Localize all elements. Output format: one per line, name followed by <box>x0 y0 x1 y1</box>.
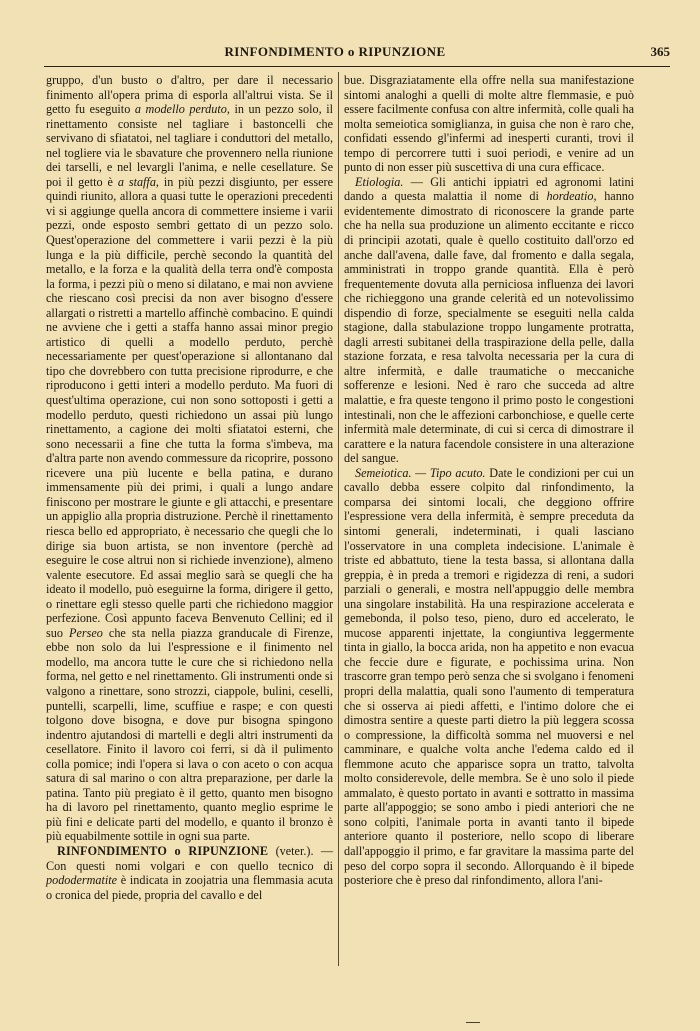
entry-headword: RINFONDIMENTO o RIPUNZIONE <box>57 843 269 858</box>
header-rule <box>44 66 670 67</box>
italic-term: Perseo <box>69 625 103 640</box>
paragraph-etiologia <box>344 175 634 466</box>
text-run: (veter.). — Con questi nomi volgari e con quello tecnico di <box>46 843 334 873</box>
page-end-mark <box>466 1022 480 1023</box>
paragraph-semeiotica <box>344 466 634 888</box>
italic-term: a modello perduto <box>134 102 227 117</box>
page-header <box>40 44 670 64</box>
italic-term: a staffa <box>117 174 156 189</box>
section-label: Etiologia. <box>355 174 404 189</box>
paragraph-rinettamento <box>46 73 333 844</box>
right-column <box>344 73 634 888</box>
text-run: gruppo, d'un busto o d'altro, per dare il necessario finimento all'opera prima di esporla all'altrui vista. Se il getto fu eseguito <box>46 73 333 117</box>
page-number: 365 <box>650 44 670 59</box>
text-run: Date le condizioni per cui un cavallo debba essere colpito dal rinfondimento, la comparsa dei sintomi locali, che deggiono offrire l'espressione vera della infermità, è sempre preceduta da sintomi generali, indeterminati, i quali lasciano l'osservatore in una completa indecisione. L'animale è triste ed abbattuto, tiene la testa bassa, si allontana dalla greppia, è in preda a tremori e rigidezza di reni, a sudori parziali o generali, e mostra nell'appuggio delle membra una singolare instabilità. Ha una respirazione accelerata e gemebonda, il polso teso, pieno, duro ed accelerato, le mucose apparenti injettate, la congiuntiva leggermente tinta in giallo, la bocca arida, non ha appetito e non evacua che feccie dure e figurate, e pochissima urina. Non trascorre gran tempo però senza che si svolgano i fenomeni propri della malattia, quali sono l'aumento di temperatura che si osserva ai piedi affetti, e l'intimo dolore che ei dimostra sentire a queste parti dietro la più leggera scossa o compressione, la difficoltà somma nel muoversi e nel camminare, e qualche volta anche l'edema caldo ed il flemmone acuto che apparisce sopra un tratto, talvolta molto considerevole, delle membra. Se è uno solo il piede ammalato, è questo portato in avanti e sottratto in massima parte all'appoggio; se sono ambo i piedi anteriori che ne sono colpiti, l'animale porta in avanti tanto il bipede anteriore quanto il posteriore, nello scopo di liberare dall'appoggio il primo, e far gravitare la massima parte del peso del corpo sopra il secondo. Allorquando è il bipede posteriore che è preso dal rinfondimento, allora l'ani- <box>344 465 635 888</box>
italic-term: hordeatio <box>546 189 594 204</box>
paragraph-intro <box>344 73 634 175</box>
section-label: Semeiotica. — Tipo acuto. <box>355 465 486 480</box>
text-run: , in più pezzi disgiunto, per essere quindi riunito, allora a quasi tutte le operazioni precedenti vi si aggiunge quella ancora di commettere insieme i varii pezzi, onde esposto sembri gettato di un pezzo solo. Quest'operazione del commettere i varii pezzi è la più lunga e la più difficile, perchè secondo la quantità del metallo, e la forza e la qualità della terra ond'è composta la forma, i pezzi più o meno si dilatano, e mai non avviene che riescano così precisi da non aver bisogno d'essere allargati o ristretti a martello affinchè combacino. E quindi ne avviene che i getti a staffa hanno assai minor pregio artistico di quelli a modello perduto, perchè necessariamente per quest'operazione si allontanano dal tipo che dovrebbero con tutta precisione riprodurre, e che riproducono i getti interi a modello perduto. Ma fuori di quest'ultima operazione, cui non sono sottoposti i getti a modello perduto, questi richiedono un assai più lungo rinettamento, a cagione dei molti sfiatatoi esterni, che sono necessarii a fine che tutta la forma s'imbeva, ma d'altra parte non avendo commessure da ricoprire, possono ricevere una più lucente e bella patina, e durano immensamente più dei primi, i quali a lungo andare finiscono per mostrare le giunte e gli attacchi, e presentare un appiglio alla propria distruzione. Perchè il rinettamento riesca bello ed appropriato, è necessario che quegli che lo dirige sia buon artista, se non inventore (perchè ad eseguire le cose altrui non si richiede invenzione), almeno valente esecutore. Ed assai meglio sarà se quegli che ha ideato il modello, può eseguirne la forma, dirigere il getto, o rinettare egli stesso quelle parti che richiedono maggior perfezione. Così appunto faceva Benvenuto Cellini; ed il suo <box>46 174 334 640</box>
left-column <box>46 73 333 902</box>
paragraph-entry-heading <box>46 844 333 902</box>
text-run: — Gli antichi ippiatri ed agronomi latini dando a questa malattia il nome di <box>344 174 634 204</box>
column-divider <box>338 72 339 966</box>
text-run: è indicata in zoojatria una flemmasia acuta o cronica del piede, propria del cavallo e del <box>46 873 334 902</box>
text-run: , in un pezzo solo, il rinettamento consiste nel tagliare i bastoncelli che servivano di sfiatatoi, nel tagliare i conduttori del metallo, nel togliere via le sbavature che provennero nella riunione dei tarselli, e nel levargli l'anima, e nelle cesellature. Se poi il getto è <box>46 102 334 189</box>
text-run: , hanno evidentemente dimostrato di riconoscere la grande parte che ha nella sua produzione un alimento eccitante e ricco di principii azotati, quale è quello costituito dall'orzo ed anche dall'avena, dalle fave, dal fromento e dalla segala, amministrati in troppo grande quantità. Ella è però frequentemente dovuta alla perniciosa influenza dei lavori che richieggono una grande celerità ed un notevolissimo dispendio di forze, specialmente se eseguiti nella calda stagione, dalla stabulazione troppo lungamente protratta, dagli arresti subitanei della traspirazione della pelle, dalla stazione forzata, e resa talvolta necessaria per la cura di altre infermità, e dalle traumatiche o meccaniche sofferenze e lesioni. Ned è raro che succeda ad altre malattie, e fra queste tengono il primo posto le congestioni intestinali, non che le affezioni carbonchiose, e quelle certe infermità male determinate, di cui si cerca di dimostrare il carattere e la natura facendole consistere in una alterazione del sangue. <box>344 189 634 466</box>
text-run: che sta nella piazza granducale di Firenze, ebbe non solo da lui l'espressione e il finimento nel modello, ma ancora tutte le cure che si richiedono nella forma, nel getto e nel rinettamento. Gli instrumenti onde si valgono a rinettare, sono strozzi, ciappole, bulini, ceselli, puntelli, scarpelli, lime, scuffiue e raspe; e con questi tolgono dove bisogna, e dove pur bisogna spingono indentro ajutandosi di martelli e degli altri instrumenti da cesellatore. Finito il lavoro coi ferri, si dà il pulimento colla pomice; indi l'opera si lava o con aceto o con acqua satura di sal marino o con altra preparazione, per darle la patina. Tanto più pregiato è il getto, quanto men bisogno ha di lavoro pel rinettamento, quanto meglio esprime le più fini e delicate parti del modello, e quanto il bronzo è più equabilmente sottile in ogni sua parte. <box>46 625 334 844</box>
text-run: bue. Disgraziatamente ella offre nella sua manifestazione sintomi analoghi a quelli di molte altre flemmasie, e può essere facilmente confusa con altre infermità, colle quali ha molta semeiotica somiglianza, in guisa che non è raro che, confidati essendo gl'infermi ad inesperti curanti, trovi il tempo di percorrere tutti i suoi periodi, e venire ad un punto di non esser più suscettiva di una cura efficace. <box>344 73 634 175</box>
italic-term: pododermatite <box>46 873 118 888</box>
running-title: RINFONDIMENTO o RIPUNZIONE <box>224 44 446 59</box>
